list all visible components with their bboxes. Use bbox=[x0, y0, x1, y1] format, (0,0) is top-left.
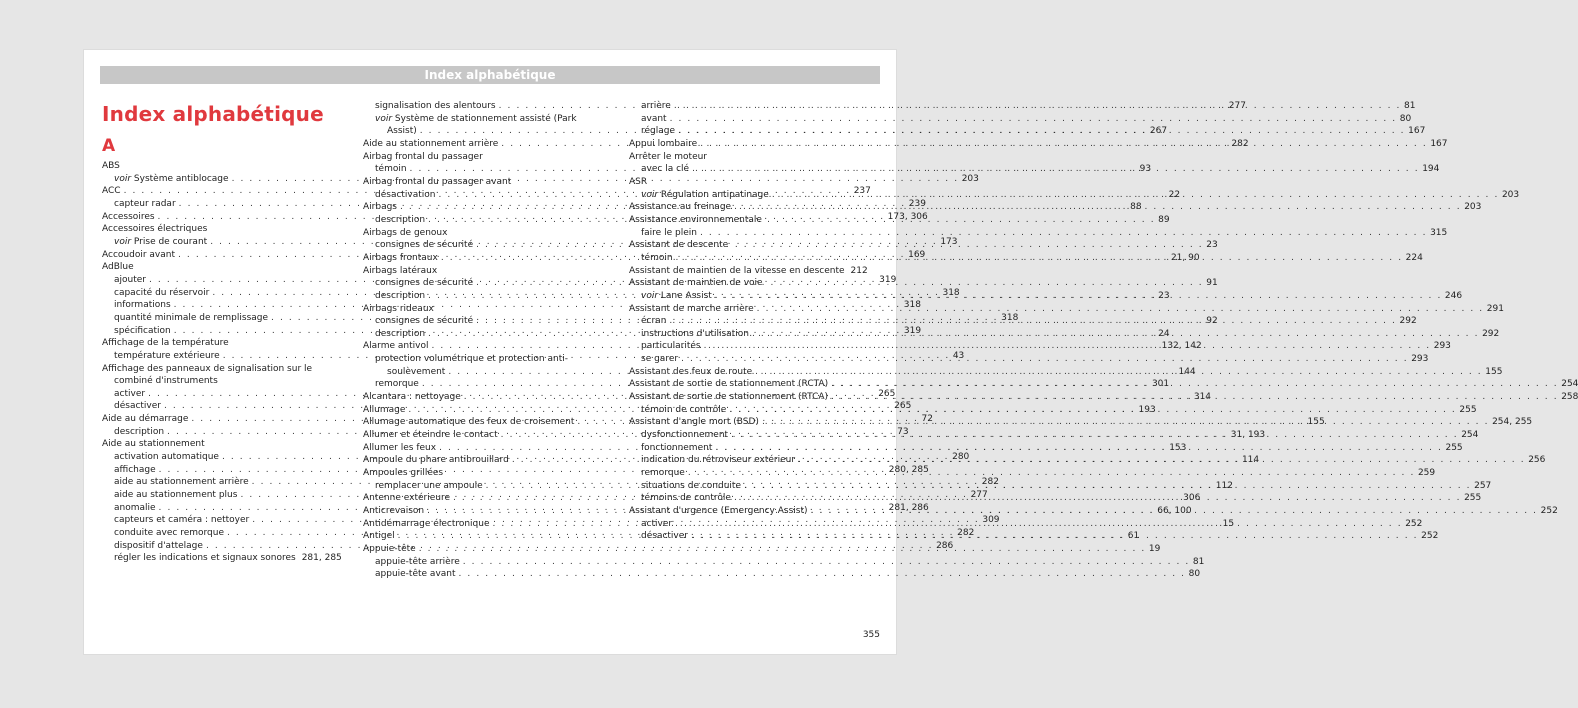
index-entry-term: témoin de contrôle bbox=[641, 404, 727, 415]
index-entry-page: 293 bbox=[1433, 341, 1451, 352]
index-entry-term: Allumage automatique des feux de croisement bbox=[363, 417, 575, 428]
index-entry bbox=[102, 223, 340, 236]
index-entry-page: 257 bbox=[1474, 480, 1492, 491]
index-entry bbox=[363, 353, 601, 366]
index-entry-term: description bbox=[114, 426, 165, 437]
index-entry bbox=[102, 438, 340, 451]
index-entry-term: Ampoule du phare antibrouillard bbox=[363, 455, 509, 466]
index-entry-term: témoin bbox=[641, 252, 673, 263]
index-entry-page: 80 bbox=[1188, 569, 1201, 580]
index-entry-term: faire le plein bbox=[641, 227, 697, 238]
index-entry-page: 237 bbox=[853, 186, 871, 197]
index-entry-term: Aide au stationnement arrière bbox=[363, 138, 499, 149]
index-entry-page: 255 bbox=[1445, 442, 1463, 453]
index-entry-term: Antidémarrage électronique bbox=[363, 518, 490, 529]
index-entry-term: Accoudoir avant bbox=[102, 249, 175, 260]
index-entry-page: 93 bbox=[1139, 164, 1152, 175]
index-entry bbox=[102, 552, 340, 565]
dot-leader bbox=[757, 303, 1484, 316]
index-entry-page: 153 bbox=[1169, 442, 1187, 453]
index-entry-page: 280, 285 bbox=[888, 464, 929, 475]
index-entry-page: 112 bbox=[1215, 480, 1233, 491]
index-entry-term: désactiver bbox=[641, 531, 688, 542]
index-entry-page: 81 bbox=[1192, 556, 1205, 567]
index-entry-term: se garer bbox=[641, 354, 679, 365]
index-entry-term: désactivation bbox=[375, 189, 436, 200]
index-entry-term: activer bbox=[114, 388, 146, 399]
index-entry bbox=[102, 363, 340, 376]
index-entry bbox=[629, 176, 863, 189]
index-entry-term: écran bbox=[641, 316, 667, 327]
index-entry-term: Airbag frontal du passager avant bbox=[363, 176, 512, 187]
index-entry-term: Assistance environnementale bbox=[629, 214, 762, 225]
index-entry-term: Airbag frontal du passager bbox=[363, 151, 483, 162]
index-entry-page: 252 bbox=[1540, 506, 1558, 516]
index-entry-page: 301 bbox=[1151, 379, 1170, 390]
index-entry-page: 61 bbox=[1127, 531, 1140, 542]
index-entry-page: 255 bbox=[1464, 493, 1482, 504]
index-entry-term: Alarme antivol bbox=[363, 341, 429, 352]
index-entry-page: 167 bbox=[1430, 138, 1448, 149]
index-entry-term: Airbags bbox=[363, 202, 397, 213]
index-entry-page: 282 bbox=[957, 528, 975, 539]
index-entry-term: voir Système antiblocage bbox=[114, 173, 229, 184]
index-entry bbox=[629, 239, 863, 252]
index-entry-term: consignes de sécurité bbox=[375, 316, 474, 327]
index-entry-page: 282 bbox=[1231, 138, 1249, 149]
index-entry-term: Allumer les feux bbox=[363, 442, 437, 453]
dot-leader bbox=[752, 328, 1479, 341]
index-entry-term: Appuie-tête bbox=[363, 543, 416, 554]
index-entry-term: appuie-tête arrière bbox=[375, 556, 460, 567]
index-entry-page: 224 bbox=[1405, 252, 1423, 263]
dot-leader bbox=[762, 416, 1489, 429]
index-entry-term: Allumage bbox=[363, 404, 406, 415]
index-entry-page: 203 bbox=[961, 173, 979, 184]
index-entry-page: 80 bbox=[1399, 113, 1412, 124]
index-entry-term: avec la clé bbox=[641, 164, 690, 175]
index-entry-term: affichage bbox=[114, 464, 156, 475]
index-entry-term: consignes de sécurité bbox=[375, 278, 474, 289]
index-entry-term: Assistant des feux de route bbox=[629, 366, 753, 377]
index-entry-page: 277 bbox=[970, 490, 988, 501]
index-entry-page: 21, 90 bbox=[1170, 252, 1200, 263]
index-entry-term: fonctionnement bbox=[641, 442, 713, 453]
index-entry-term: spécification bbox=[114, 325, 171, 336]
index-entry bbox=[629, 265, 868, 278]
index-entry-page: 43 bbox=[952, 350, 965, 361]
index-entry-term: Appui lombaire bbox=[629, 138, 698, 149]
index-entry-page: 258 bbox=[1561, 392, 1578, 403]
index-entry-page: 315 bbox=[1430, 227, 1448, 238]
index-entry-term: dysfonctionnement bbox=[641, 430, 729, 441]
index-entry-page: 155 bbox=[1485, 366, 1503, 377]
index-entry-page: 193 bbox=[1138, 404, 1156, 415]
index-entry bbox=[102, 375, 340, 388]
index-entry-page: 319 bbox=[903, 325, 922, 336]
dot-leader bbox=[715, 442, 1442, 455]
index-entry-page: 306 bbox=[1183, 493, 1201, 504]
index-entry-page: 280 bbox=[952, 452, 970, 463]
dot-leader bbox=[676, 252, 1403, 265]
index-entry-term: Assistant de maintien de la vitesse en descente bbox=[629, 265, 845, 276]
index-entry-page: 281, 286 bbox=[888, 502, 929, 513]
index-entry-page: 265 bbox=[878, 388, 896, 399]
index-entry-page: 291 bbox=[1486, 303, 1504, 314]
index-entry-term: capacité du réservoir bbox=[114, 287, 210, 298]
dot-leader bbox=[811, 505, 1538, 518]
index-entry-term: ABS bbox=[102, 161, 120, 171]
index-entry-page: 314 bbox=[1193, 392, 1212, 403]
index-entry-term: Assistant de descente bbox=[629, 240, 729, 251]
index-entry-term: situations de conduite bbox=[641, 480, 741, 491]
index-entry-term: remorque bbox=[641, 468, 685, 479]
index-entry-page: 114 bbox=[1241, 455, 1260, 466]
index-entry-page: 293 bbox=[1411, 354, 1429, 365]
index-entry-term: remplacer une ampoule bbox=[375, 480, 483, 491]
index-entry-term: description bbox=[375, 214, 426, 225]
dot-leader bbox=[669, 315, 1396, 328]
index-entry-term: conduite avec remorque bbox=[114, 528, 224, 539]
dot-leader bbox=[463, 556, 1190, 569]
index-entry-page: 73 bbox=[897, 426, 909, 437]
index-entry-page: 72 bbox=[921, 414, 933, 425]
index-entry-term: témoins de contrôle bbox=[641, 493, 731, 504]
index-entry-page: 194 bbox=[1422, 164, 1440, 175]
index-entry-page: 24 bbox=[1158, 328, 1170, 339]
index-entry bbox=[363, 151, 601, 164]
index-entry-page: 292 bbox=[1482, 328, 1500, 339]
dot-leader bbox=[688, 467, 1415, 480]
index-entry-term: Assist) bbox=[387, 126, 417, 137]
running-header: Index alphabétique bbox=[100, 66, 880, 84]
index-entry-page: 155 bbox=[1307, 417, 1325, 428]
index-entry-term: Ampoules grillées bbox=[363, 468, 444, 479]
index-entry-term: appuie-tête avant bbox=[375, 569, 456, 580]
index-entry-term: Affichage des panneaux de signalisation sur le bbox=[102, 363, 313, 374]
index-entry-page: 254 bbox=[1461, 430, 1479, 441]
index-entry bbox=[363, 556, 1205, 569]
dot-leader bbox=[831, 391, 1558, 404]
index-entry-term: Assistance au freinage bbox=[629, 202, 732, 213]
index-entry-page: 254, 255 bbox=[1492, 417, 1533, 428]
dot-leader bbox=[674, 100, 1401, 113]
dot-leader bbox=[459, 568, 1186, 581]
index-entry-page: 246 bbox=[1444, 290, 1463, 301]
index-entry-term: activation automatique bbox=[114, 452, 219, 463]
index-entry bbox=[102, 261, 340, 274]
page-title: Index alphabétique bbox=[102, 102, 324, 126]
index-entry-term: combiné d'instruments bbox=[114, 376, 218, 387]
index-entry-page: 91 bbox=[1206, 278, 1218, 289]
index-entry-term: Arrêter le moteur bbox=[629, 151, 708, 162]
dot-leader bbox=[681, 353, 1408, 366]
index-entry-term: activer bbox=[641, 518, 673, 529]
index-entry-term: Aide au stationnement bbox=[102, 439, 205, 450]
index-entry-page: 256 bbox=[1528, 455, 1546, 466]
index-entry-term: aide au stationnement arrière bbox=[114, 477, 249, 488]
index-entry-term: description bbox=[375, 290, 426, 301]
dot-leader bbox=[704, 340, 1431, 353]
index-entry-page: 277 bbox=[1228, 101, 1246, 111]
index-entry-page: 309 bbox=[982, 515, 1000, 526]
index-entry-term: informations bbox=[114, 300, 171, 311]
index-entry bbox=[363, 176, 601, 189]
index-entry-term: témoin bbox=[375, 164, 407, 175]
index-entry-term: Accessoires bbox=[102, 211, 155, 222]
index-entry bbox=[363, 467, 601, 480]
index-entry-page: 318 bbox=[942, 287, 960, 298]
index-entry-term: Airbags latéraux bbox=[363, 265, 438, 276]
index-entry-page: 252 bbox=[1405, 518, 1423, 529]
index-entry-term: voir Système de stationnement assisté (Park bbox=[375, 113, 577, 124]
index-entry-term: ACC bbox=[102, 186, 121, 197]
index-entry-term: réglage bbox=[641, 126, 676, 137]
dot-leader bbox=[798, 454, 1525, 467]
index-entry-page: 173, 306 bbox=[887, 211, 928, 222]
index-entry-term: avant bbox=[641, 113, 667, 124]
index-entry-term: protection volumétrique et protection anti- bbox=[375, 354, 568, 365]
index-entry-term: Assistant d'urgence (Emergency Assist) bbox=[629, 506, 808, 516]
dot-leader bbox=[734, 492, 1461, 505]
index-entry-page: 281, 285 bbox=[301, 553, 342, 564]
index-entry-term: signalisation des alentours bbox=[375, 101, 496, 111]
index-entry bbox=[363, 113, 601, 126]
index-entry-term: Assistant de sortie de stationnement (RCTA) bbox=[629, 379, 829, 390]
index-entry bbox=[102, 160, 340, 173]
index-entry bbox=[629, 113, 1412, 126]
index-entry-term: ajouter bbox=[114, 274, 146, 285]
dot-leader bbox=[700, 138, 1427, 151]
index-entry-page: 265 bbox=[894, 401, 912, 412]
dot-leader bbox=[419, 543, 1146, 556]
index-entry bbox=[363, 303, 601, 316]
index-entry-term: Assistant de maintien de voie bbox=[629, 278, 763, 289]
index-entry-term: voir Prise de courant bbox=[114, 236, 208, 247]
dot-leader bbox=[734, 201, 1461, 214]
index-entry-term: consignes de sécurité bbox=[375, 240, 474, 251]
index-entry-page: 144 bbox=[1178, 366, 1196, 377]
index-entry-term: arrière bbox=[641, 101, 671, 111]
manual-page bbox=[84, 50, 1578, 654]
dot-leader bbox=[675, 518, 1402, 531]
dot-leader bbox=[729, 404, 1456, 417]
index-entry-term: Assistant de sortie de stationnement (RTCA) bbox=[629, 392, 829, 403]
dot-leader bbox=[831, 378, 1558, 391]
index-entry-term: soulèvement bbox=[387, 366, 446, 377]
index-entry bbox=[363, 568, 1201, 581]
index-entry-term: Allumer et éteindre le contact bbox=[363, 430, 498, 441]
index-entry-term: aide au stationnement plus bbox=[114, 490, 238, 501]
index-entry-term: Assistant d'angle mort (BSD) bbox=[629, 417, 759, 428]
index-entry-term: dispositif d'attelage bbox=[114, 540, 203, 551]
index-entry-term: température extérieure bbox=[114, 350, 220, 361]
index-entry-page: 15 bbox=[1222, 518, 1235, 529]
dot-leader bbox=[670, 113, 1397, 126]
index-entry-page: 88 bbox=[1130, 202, 1142, 213]
dot-leader bbox=[744, 480, 1471, 493]
index-entry-page: 19 bbox=[1148, 543, 1161, 554]
dot-leader bbox=[715, 290, 1442, 303]
index-entry-page: 292 bbox=[1399, 316, 1417, 327]
index-entry-page: 167 bbox=[1408, 126, 1426, 137]
index-entry-term: Antigel bbox=[363, 531, 395, 542]
index-entry-page: 254 bbox=[1561, 379, 1578, 390]
index-entry-page: 81 bbox=[1403, 101, 1416, 111]
index-entry-term: désactiver bbox=[114, 401, 161, 412]
index-entry-term: quantité minimale de remplissage bbox=[114, 312, 269, 323]
index-entry-term: régler les indications et signaux sonores bbox=[114, 553, 296, 564]
index-entry-page: 318 bbox=[1001, 312, 1019, 323]
index-entry bbox=[629, 151, 863, 164]
index-entry-page: 259 bbox=[1417, 468, 1436, 479]
index-entry bbox=[363, 227, 601, 240]
index-entry-term: particularités bbox=[641, 341, 701, 352]
index-entry-page: 22 bbox=[1168, 189, 1181, 200]
index-entry-page: 239 bbox=[908, 198, 926, 209]
index-entry-page: 23 bbox=[1206, 240, 1218, 251]
index-entry-term: remorque bbox=[375, 379, 419, 390]
section-letter: A bbox=[102, 136, 116, 156]
dot-leader bbox=[692, 163, 1419, 176]
index-entry-term: Airbags frontaux bbox=[363, 252, 438, 263]
index-entry-term: Airbags rideaux bbox=[363, 303, 434, 314]
index-entry bbox=[629, 277, 863, 290]
index-entry-page: 252 bbox=[1421, 531, 1439, 542]
index-entry-term: voir Lane Assist bbox=[641, 290, 712, 301]
index-entry-page: 132, 142 bbox=[1161, 341, 1202, 352]
index-entry-term: Aide au démarrage bbox=[102, 414, 189, 425]
index-entry-page: 267 bbox=[1149, 126, 1168, 137]
index-entry-page: 31, 193 bbox=[1230, 430, 1266, 441]
index-entry-term: description bbox=[375, 328, 426, 339]
index-entry-term: anomalie bbox=[114, 502, 156, 513]
index-entry-term: AdBlue bbox=[102, 262, 134, 273]
index-entry-page: 173 bbox=[940, 236, 958, 247]
index-entry bbox=[629, 214, 863, 227]
index-entry-page: 23 bbox=[1158, 290, 1170, 301]
index-entry-term: Airbags de genoux bbox=[363, 227, 448, 238]
dot-leader bbox=[691, 530, 1418, 543]
dot-leader bbox=[678, 125, 1405, 138]
index-entry-page: 169 bbox=[908, 249, 926, 260]
index-entry-page: 203 bbox=[1464, 202, 1482, 213]
index-entry-term: indication du rétroviseur extérieur bbox=[641, 455, 796, 466]
index-entry-page: 66, 100 bbox=[1157, 506, 1192, 516]
index-entry-page: 286 bbox=[936, 540, 954, 551]
index-entry-page: 89 bbox=[1158, 214, 1170, 225]
index-entry bbox=[102, 337, 340, 350]
index-entry bbox=[629, 227, 1448, 240]
dot-leader bbox=[731, 429, 1458, 442]
index-entry-page: 92 bbox=[1206, 316, 1218, 327]
index-entry-term: Alcantara : nettoyage bbox=[363, 392, 461, 403]
index-entry-term: Antenne extérieure bbox=[363, 493, 450, 504]
index-entry-term: voir Régulation antipatinage bbox=[641, 189, 769, 200]
index-entry-term: Anticrevaison bbox=[363, 506, 425, 516]
index-entry bbox=[363, 265, 601, 278]
page-number: 355 bbox=[862, 630, 880, 640]
index-entry-term: capteur radar bbox=[114, 198, 176, 209]
index-entry-page: 282 bbox=[981, 477, 999, 488]
index-entry-page: 212 bbox=[850, 265, 868, 276]
index-entry-page: 255 bbox=[1459, 404, 1477, 415]
index-entry-term: ASR bbox=[629, 176, 648, 187]
index-entry-term: Assistant de marche arrière bbox=[629, 303, 754, 314]
index-entry-page: 318 bbox=[903, 300, 921, 311]
index-entry-page: 203 bbox=[1501, 189, 1520, 200]
dot-leader bbox=[755, 366, 1482, 379]
index-entry-term: Affichage de la température bbox=[102, 338, 229, 349]
index-entry-term: capteurs et caméra : nettoyer bbox=[114, 515, 250, 526]
index-entry-page: 319 bbox=[879, 274, 897, 285]
dot-leader bbox=[772, 189, 1499, 202]
index-entry-term: instructions d'utilisation bbox=[641, 328, 749, 339]
dot-leader bbox=[700, 227, 1427, 240]
index-entry-term: Accessoires électriques bbox=[102, 224, 208, 235]
